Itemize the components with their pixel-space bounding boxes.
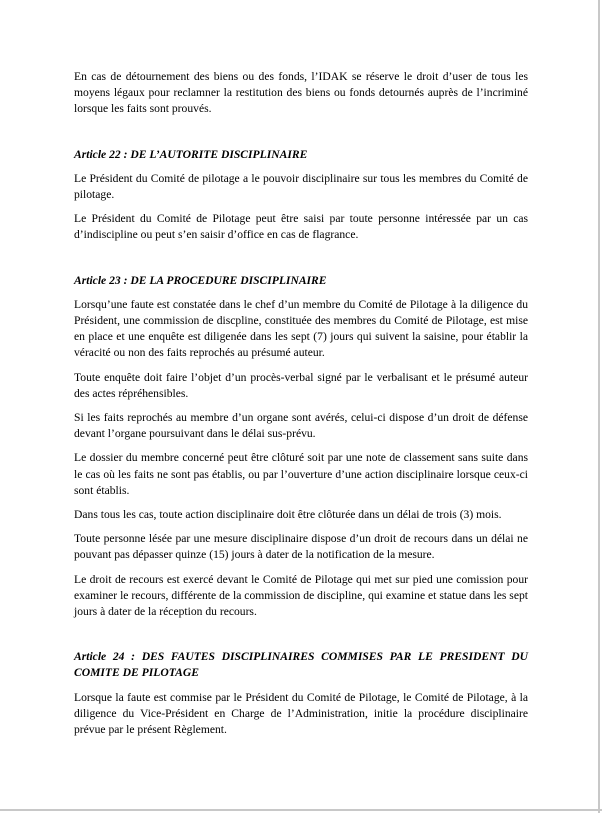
article-23-paragraph: Toute personne lésée par une mesure disciplinaire dispose d’un droit de recours dans un délai ne pouvant pas dépasser quinze (15) jours à dater de la notification de la mesure.	[74, 532, 528, 562]
article-24-paragraph: Lorsque la faute est commise par le Président du Comité de Pilotage, le Comité de Pilotage, à la diligence du Vice-Président en Charge de l’Administration, initie la procédure disciplinaire prévue par le présent Règlement.	[74, 690, 528, 737]
intro-paragraph: En cas de détournement des biens ou des fonds, l’IDAK se réserve le droit d’user de tous les moyens légaux pour reclamner la restitution des biens ou fonds detournés auprès de l’incriminé lorsque les faits sont prouvés.	[74, 70, 528, 116]
article-23-paragraph: Le dossier du membre concerné peut être clôturé soit par une note de classement sans suite dans le cas où les faits ne sont pas établis, ou par l’ouverture d’une action disciplinaire lorsque ceux-ci sont établis.	[74, 451, 528, 497]
article-23-paragraph: Lorsqu’une faute est constatée dans le chef d’un membre du Comité de Pilotage à la diligence du Président, une commission de discpline, constituée des membres du Comité de Pilotage, est mise en place et une enquête est diligenée dans les sept (7) jours qui suivent la saisine, pour établir la véracité ou non des faits reprochés au présumé auteur.	[74, 297, 528, 360]
article-23-paragraph: Si les faits reprochés au membre d’un organe sont avérés, celui-ci dispose d’un droit de défense devant l’organe poursuivant dans le délai sus-prévu.	[74, 411, 528, 441]
spacer	[74, 126, 528, 147]
article-22-heading: Article 22 : DE L’AUTORITE DISCIPLINAIRE	[74, 147, 308, 161]
article-23-heading: Article 23 : DE LA PROCEDURE DISCIPLINAIRE	[74, 273, 327, 287]
document-body	[74, 69, 528, 746]
article-23-paragraph: Toute enquête doit faire l’objet d’un procès-verbal signé par le verbalisant et le présumé auteur des actes répréhensibles.	[74, 370, 528, 400]
article-22-paragraph: Le Président du Comité de pilotage a le pouvoir disciplinaire sur tous les membres du Comité de pilotage.	[74, 171, 528, 202]
spacer	[74, 628, 528, 649]
page-edge-bottom	[0, 809, 602, 811]
page-edge-right	[598, 0, 600, 813]
article-24-heading: Article 24 : DES FAUTES DISCIPLINAIRES COMMISES PAR LE PRESIDENT DU COMITE DE PILOTAGE	[74, 650, 528, 680]
article-22-paragraph: Le Président du Comité de Pilotage peut être saisi par toute personne intéressée par un cas d’indiscipline ou peut s’en saisir d’office en cas de flagrance.	[74, 212, 528, 242]
article-23-paragraph: Dans tous les cas, toute action disciplinaire doit être clôturée dans un délai de trois (3) mois.	[74, 508, 502, 522]
spacer	[74, 252, 528, 273]
article-23-paragraph: Le droit de recours est exercé devant le Comité de Pilotage qui met sur pied une comission pour examiner le recours, différente de la commission de discipline, qui examine et statue dans les sept jours à dater de la réception du recours.	[74, 572, 528, 619]
